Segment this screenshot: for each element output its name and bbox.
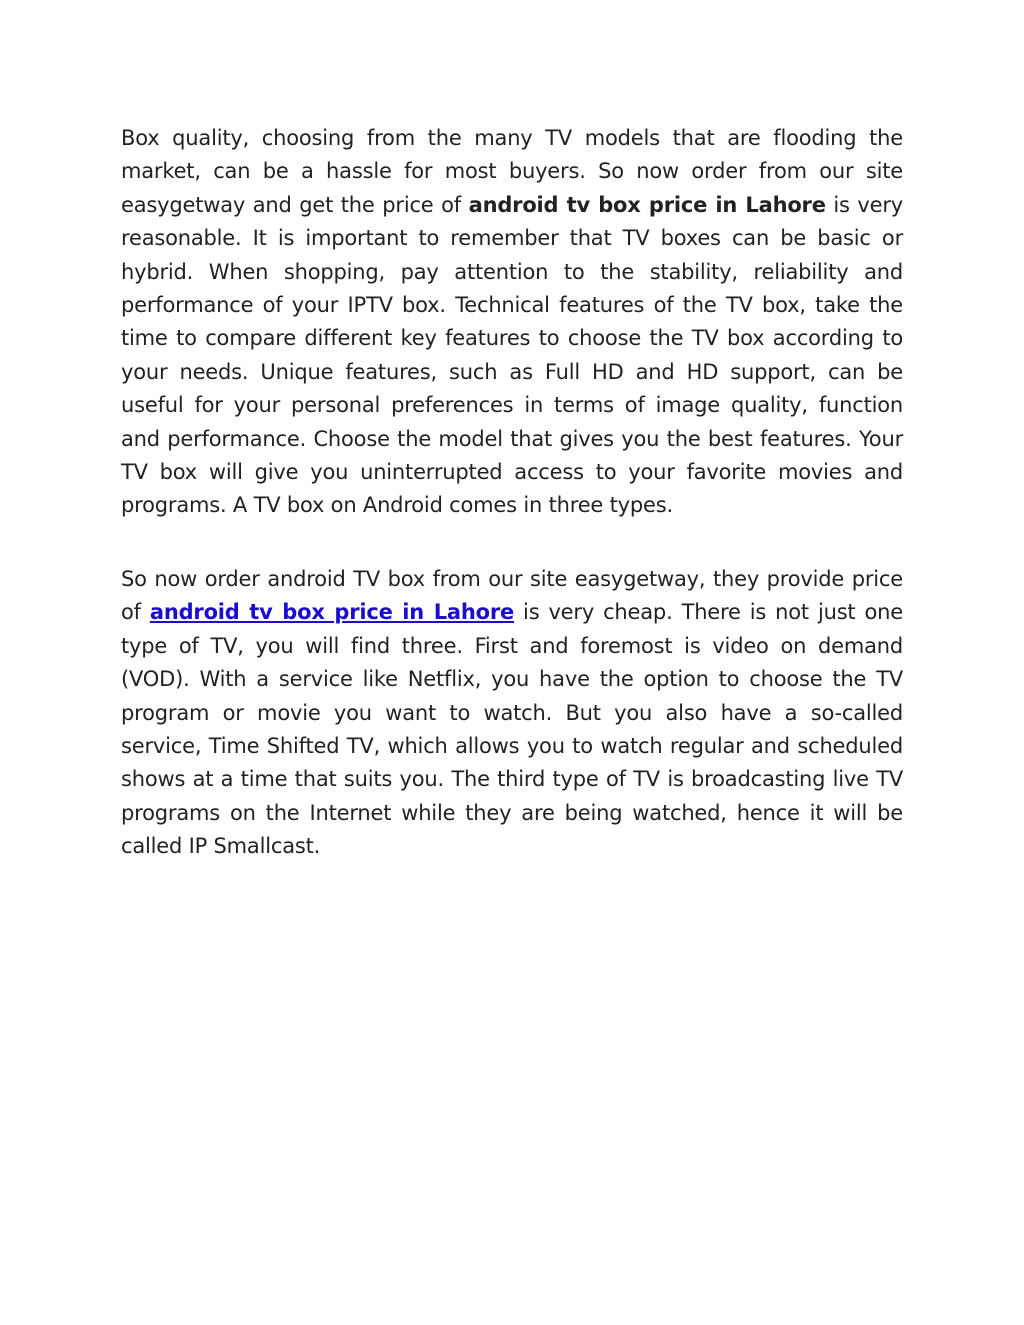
bold-keyword: android tv box price in Lahore <box>468 192 826 217</box>
paragraph-1-text-before: Box quality, choosing from the many TV models that are flooding the market, can be a hassle for most buyers. So now order from our site easygetway and get the price of <box>121 126 903 217</box>
paragraph-2-text-before: So now order android TV box from our site easygetway, they provide price of <box>121 566 903 625</box>
paragraph-2-text-after: is very cheap. There is not just one type of TV, you will find three. First and foremost is video on demand (VOD). With a service like Netflix, you have the option to choose the TV program or movie you want to watch. But you also have a so-called service, Time Shifted TV, which allows you to watch regular and scheduled shows at a time that suits you. The third type of TV is broadcasting live TV programs on the Internet while they are being watched, hence it will be called IP Smallcast. <box>121 600 903 859</box>
paragraph-2 <box>121 563 903 864</box>
paragraph-1 <box>121 122 903 523</box>
keyword-link[interactable]: android tv box price in Lahore <box>149 600 515 625</box>
paragraph-1-text-after: is very reasonable. It is important to remember that TV boxes can be basic or hybrid. When shopping, pay attention to the stability, reliability and performance of your IPTV box. Technical features of the TV box, take the time to compare different key features to choose the TV box according to your needs. Unique features, such as Full HD and HD support, can be useful for your personal preferences in terms of image quality, function and performance. Choose the model that gives you the best features. Your TV box will give you uninterrupted access to your favorite movies and programs. A TV box on Android comes in three types. <box>121 192 903 518</box>
document-page <box>121 122 903 864</box>
